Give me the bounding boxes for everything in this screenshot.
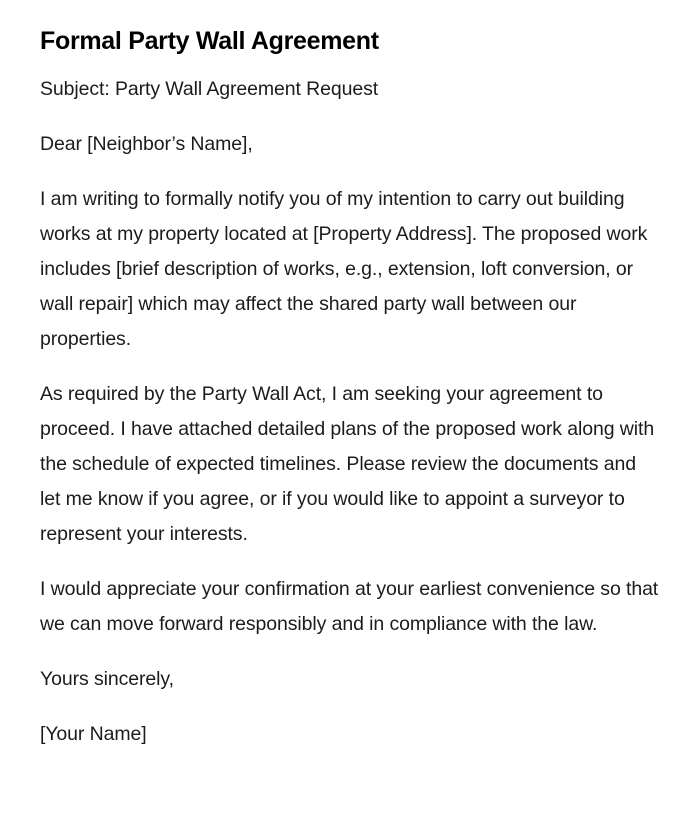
subject-line: Subject: Party Wall Agreement Request — [40, 78, 379, 100]
salutation: Dear [Neighbor’s Name], — [40, 133, 253, 155]
document-title: Formal Party Wall Agreement — [40, 27, 379, 55]
body-paragraph-request: As required by the Party Wall Act, I am seeking your agreement to proceed. I have attached detailed plans of the proposed work along with the schedule of expected timelines. Please review the documents and let me know if you agree, or if you would like to appoint a surveyor to represent your interests. — [40, 383, 655, 545]
signature: [Your Name] — [40, 723, 147, 745]
body-paragraph-notification: I am writing to formally notify you of my intention to carry out building works at my property located at [Property Address]. The proposed work includes [brief description of works, e.g., extension, loft conversion, or wall repair] which may affect the shared party wall between our properties. — [40, 188, 648, 350]
body-paragraph-confirmation: I would appreciate your confirmation at your earliest convenience so that we can move forward responsibly and in compliance with the law. — [40, 578, 659, 635]
closing: Yours sincerely, — [40, 668, 174, 690]
